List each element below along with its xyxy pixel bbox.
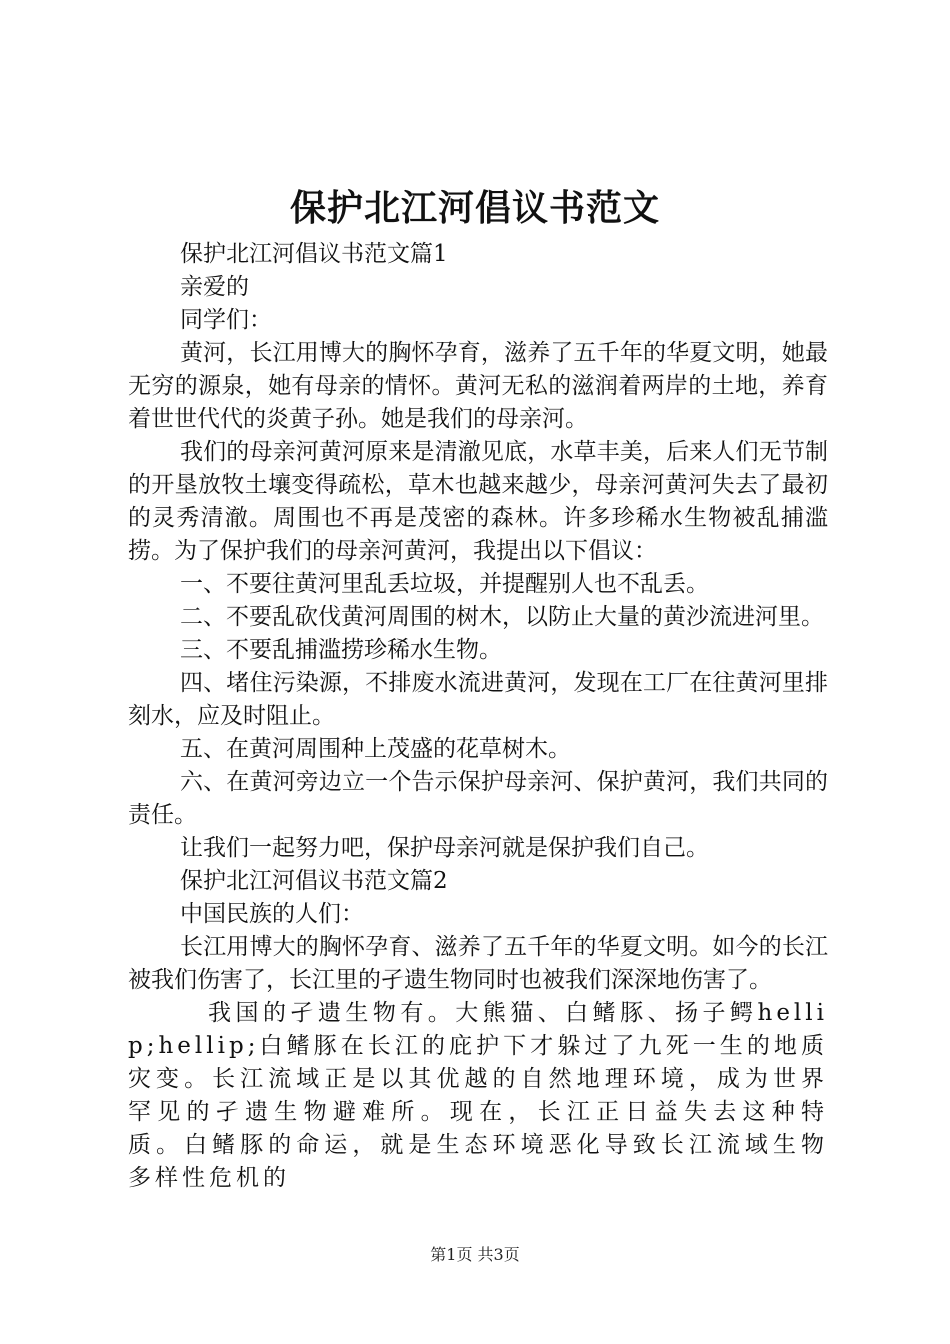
list-item: 五、在黄河周围种上茂盛的花草树木。	[180, 736, 571, 762]
paragraph: 让我们一起努力吧，保护母亲河就是保护我们自己。	[180, 835, 709, 861]
salutation-line: 同学们：	[180, 307, 272, 333]
list-item: 三、不要乱捕滥捞珍稀水生物。	[180, 637, 502, 663]
section-heading: 保护北江河倡议书范文篇1	[180, 241, 448, 267]
list-item: 六、在黄河旁边立一个告示保护母亲河、保护黄河，我们共同的责任。	[128, 769, 828, 828]
paragraph: 我们的母亲河黄河原来是清澈见底，水草丰美，后来人们无节制的开垦放牧土壤变得疏松，草木也越来越少，母亲河黄河失去了最初的灵秀清澈。周围也不再是茂密的森林。许多珍稀水生物被乱捕滥捞。为了保护我们的母亲河黄河，我提出以下倡议：	[128, 439, 828, 564]
section-heading: 保护北江河倡议书范文篇2	[180, 868, 448, 894]
list-item: 四、堵住污染源，不排废水流进黄河，发现在工厂在往黄河里排刻水，应及时阻止。	[128, 670, 828, 729]
list-item: 二、不要乱砍伐黄河周围的树木，以防止大量的黄沙流进河里。	[180, 604, 824, 630]
page-footer: 第1页 共3页	[430, 1245, 520, 1264]
salutation-line: 中国民族的人们：	[180, 901, 364, 927]
paragraph: 我国的孑遗生物有。大熊猫、白鳍豚、扬子鳄hellip;hellip;白鳍豚在长江的庇护下才躲过了九死一生的地质灾变。长江流域正是以其优越的自然地理环境，成为世界罕见的孑遗生物避难所。现在，长江正日益失去这种特质。白鳍豚的命运，就是生态环境恶化导致长江流域生物多样性危机的	[128, 1000, 828, 1191]
list-item: 一、不要往黄河里乱丢垃圾，并提醒别人也不乱丢。	[180, 571, 709, 597]
paragraph: 长江用博大的胸怀孕育、滋养了五千年的华夏文明。如今的长江被我们伤害了，长江里的孑遗生物同时也被我们深深地伤害了。	[128, 934, 828, 993]
paragraph: 黄河，长江用博大的胸怀孕育，滋养了五千年的华夏文明，她最无穷的源泉，她有母亲的情怀。黄河无私的滋润着两岸的土地，养育着世世代代的炎黄子孙。她是我们的母亲河。	[128, 340, 828, 432]
salutation-line: 亲爱的	[180, 274, 249, 300]
document-title: 保护北江河倡议书范文	[289, 187, 660, 229]
document-body	[128, 238, 828, 1195]
